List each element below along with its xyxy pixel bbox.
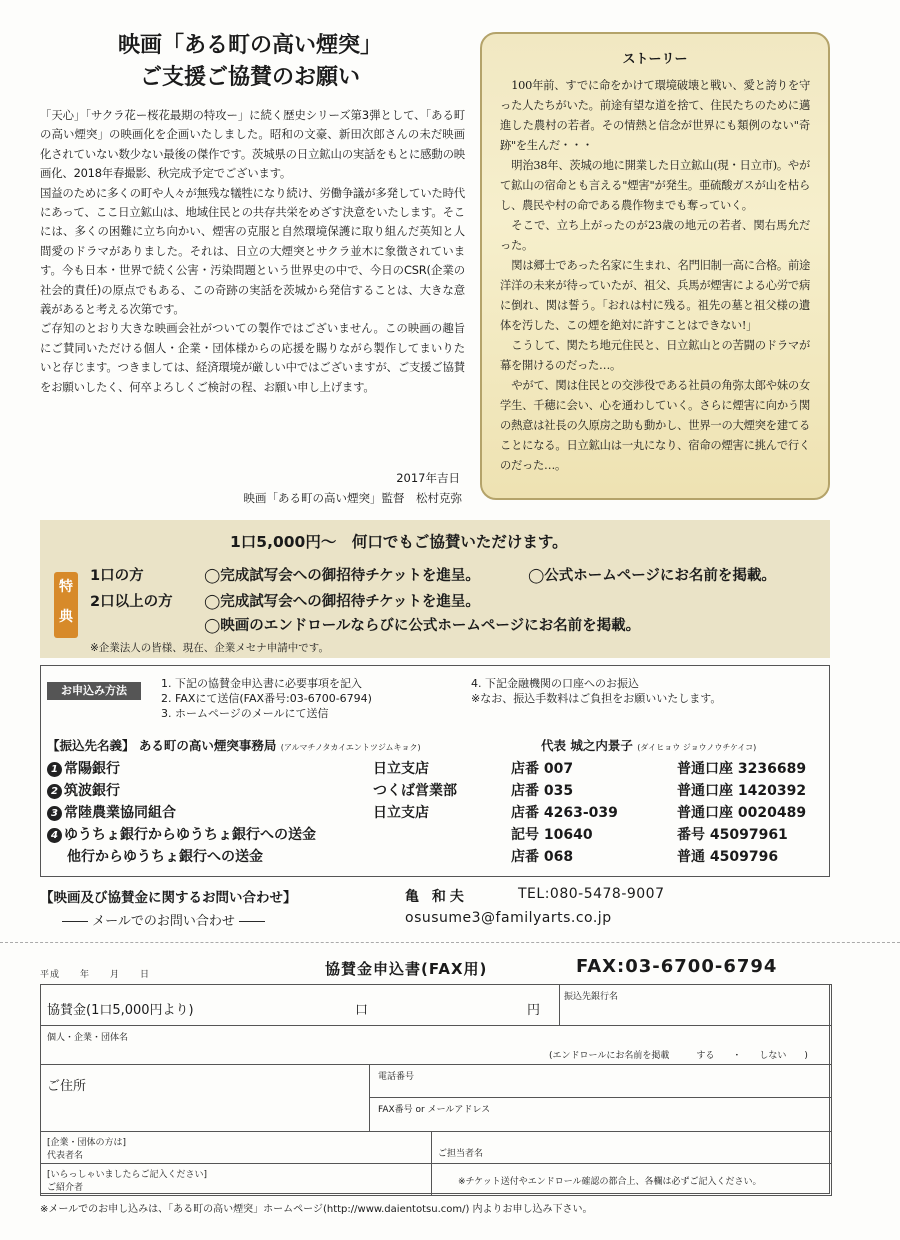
- amount-unit-yen: 円: [527, 1003, 541, 1018]
- bank-number: 2: [47, 784, 62, 799]
- payee-label: 【振込先名義】: [47, 738, 135, 753]
- tier2-benefit-a: ◯完成試写会への御招待チケットを進呈。: [204, 594, 480, 610]
- bank-name: 筑波銀行: [64, 783, 120, 799]
- contact-heading: 【映画及び協賛金に関するお問い合わせ】: [40, 890, 297, 906]
- bank-branch: 日立支店: [373, 805, 429, 821]
- story-paragraph: そこで、立ち上がったのが23歳の地元の若者、関右馬允だった。: [500, 219, 810, 252]
- tier1-benefit-b: ◯公式ホームページにお名前を掲載。: [528, 568, 776, 584]
- contact-mail-heading: ―― メールでのお問い合わせ ――: [62, 914, 266, 929]
- tier2-benefit-b: ◯映画のエンドロールならびに公式ホームページにお名前を掲載。: [204, 618, 641, 634]
- bank-name-label: 振込先銀行名: [564, 992, 619, 1002]
- tier1-label: 1口の方: [90, 568, 144, 584]
- bank-code: 店番 035: [511, 783, 574, 799]
- bank-branch: つくば営業部: [373, 783, 457, 799]
- bank-account: 番号 45097961: [677, 827, 788, 843]
- bank-number: 4: [47, 828, 62, 843]
- title-line-2: ご支援ご協賛のお願い: [139, 65, 360, 90]
- bank-account: 普通口座 1420392: [677, 783, 807, 799]
- bank-code: 店番 4263-039: [511, 805, 618, 821]
- story-paragraph: 明治38年、茨城の地に開業した日立鉱山(現・日立市)。やがて鉱山の宿命とも言える"煙害"が発生。亜硫酸ガスが山を枯らし、農民や村の命である農作物までも奪っていく。: [500, 159, 810, 212]
- benefit-badge-char: 特: [59, 579, 73, 595]
- bank-row: [47, 824, 827, 846]
- amount-unit-kuchi: 口: [355, 1003, 369, 1018]
- bank-name: ゆうちょ銀行からゆうちょ銀行への送金: [64, 827, 316, 843]
- rep-name-label: 代表者名: [47, 1151, 84, 1161]
- rep-label: 代表: [541, 738, 567, 753]
- fax-form: [40, 984, 830, 1194]
- tier2-label: 2口以上の方: [90, 594, 173, 610]
- required-note-cell: [431, 1163, 832, 1196]
- rep-name: 城之内景子: [570, 738, 633, 753]
- bank-row: [47, 758, 827, 780]
- method-step: 4. 下記金融機関の口座へのお振込: [471, 677, 639, 690]
- form-date: 平成 年 月 日: [40, 970, 151, 980]
- bank-account: 普通口座 3236689: [677, 761, 807, 777]
- letter-paragraph: ご存知のとおり大きな映画会社がついての製作ではございません。この映画の趣旨にご賛同いただける個人・企業・団体様からの応援を賜りながら製作してまいりたいと存じます。つきましては、経済環境が厳しい中ではございますが、ご支援ご協賛をお願いしたく、何卒よろしくご検討の程、お願い申し上げます。: [40, 321, 465, 394]
- contact-email[interactable]: osusume3@familyarts.co.jp: [405, 910, 612, 926]
- introducer-label: ご紹介者: [47, 1183, 84, 1193]
- payee: [47, 736, 421, 754]
- amount-field[interactable]: [40, 984, 560, 1026]
- story-box: [480, 32, 830, 500]
- phone-label: 電話番号: [378, 1072, 415, 1082]
- application-panel: [40, 665, 830, 877]
- introducer-field[interactable]: [40, 1163, 432, 1196]
- name-label: 個人・企業・団体名: [47, 1033, 129, 1043]
- bank-row: [47, 780, 827, 802]
- bank-number: 1: [47, 762, 62, 777]
- letter-date: 2017年吉日: [396, 471, 460, 485]
- representative: [541, 736, 756, 754]
- story-paragraph: やがて、関は住民との交渉役である社員の角弥太郎や妹の女学生、千穂に会い、心を通わしていく。さらに煙害に向かう関の熱意は社長の久原房之助も動かし、世界一の大煙突を建てることになる。日立鉱山は一丸になり、宿命の煙害に挑んで行くのだった…。: [500, 379, 810, 472]
- cut-line: [0, 942, 900, 943]
- payee-name: ある町の高い煙突事務局: [138, 738, 277, 753]
- method-step-note: ※なお、振込手数料はご負担をお願いいたします。: [471, 692, 722, 705]
- request-letter: [40, 106, 465, 397]
- phone-field[interactable]: [369, 1064, 832, 1098]
- person-field[interactable]: [431, 1131, 832, 1164]
- contact-phone[interactable]: TEL:080-5478-9007: [518, 886, 665, 902]
- method-label: お申込み方法: [47, 682, 141, 700]
- bank-name: 常陸農業協同組合: [64, 805, 176, 821]
- payee-kana: (アルマチノタカイエントツジムキョク): [280, 743, 421, 752]
- bank-code: 店番 068: [511, 849, 574, 865]
- benefit-badge: [54, 572, 78, 638]
- story-heading: ストーリー: [622, 52, 688, 67]
- bank-name-field[interactable]: [559, 984, 832, 1026]
- bank-name: 他行からゆうちょ銀行への送金: [67, 849, 263, 865]
- bank-code: 店番 007: [511, 761, 574, 777]
- bank-account: 普通 4509796: [677, 849, 779, 865]
- method-step: 2. FAXにて送信(FAX番号:03-6700-6794): [161, 692, 372, 705]
- method-step-4: [471, 676, 721, 706]
- bank-account: 普通口座 0020489: [677, 805, 807, 821]
- benefits-note: ※企業法人の皆様、現在、企業メセナ申請中です。: [90, 642, 329, 654]
- form-fax-number: FAX:03-6700-6794: [576, 956, 778, 977]
- bank-row: [47, 802, 827, 824]
- contact-name: 亀 和夫: [405, 889, 468, 905]
- tier1-benefit-a: ◯完成試写会への御招待チケットを進呈。: [204, 568, 480, 584]
- address-label: ご住所: [47, 1079, 87, 1094]
- required-note: ※チケット送付やエンドロール確認の都合上、各欄は必ずご記入ください。: [458, 1177, 762, 1187]
- fax-mail-field[interactable]: [369, 1097, 832, 1132]
- method-steps: [161, 676, 372, 721]
- bank-number: 3: [47, 806, 62, 821]
- letter-paragraph: 国益のために多くの町や人々が無残な犠牲になり続け、労働争議が多発していた時代にあって、ここ日立鉱山は、地域住民との共存共栄をめざす決意をいたします。そこには、多くの困難に立ち向かい、煙害の克服と自然環境保護に取り組んだ英知と人間愛のドラマがありました。それは、日立の大煙突とサクラ並木に象徴されています。今も日本・世界で続く公害・汚染問題という世界史の中で、今日のCSR(企業の社会的責任)の原点でもある、この奇跡の実話を茨城から発信することは、大きな意義があると考える次第です。: [40, 185, 465, 317]
- story-paragraph: 100年前、すでに命をかけて環境破壊と戦い、愛と誇りを守った人たちがいた。前途有望な道を捨て、住民たちのために邁進した農村の若者。その情熱と信念が世界にも類例のない"奇跡"を生んだ・・・: [500, 79, 810, 152]
- bank-name: 常陽銀行: [64, 761, 120, 777]
- footer-note: ※メールでのお申し込みは、「ある町の高い煙突」ホームページ(http://www.daientotsu.com/) 内よりお申し込み下さい。: [40, 1204, 593, 1215]
- fax-mail-label: FAX番号 or メールアドレス: [378, 1105, 491, 1115]
- story-paragraph: 関は郷士であった名家に生まれ、名門旧制一高に合格。前途洋洋の未来が待っていたが、祖父、兵馬が煙害による心労で病に倒れ、関は誓う。「おれは村に残る。祖先の墓と祖父様の遺体を汚した、この煙を絶対に許すことはできない!」: [500, 259, 810, 332]
- bank-row: [47, 846, 827, 868]
- letter-signature: 映画「ある町の高い煙突」監督 松村克弥: [243, 491, 462, 505]
- story-paragraph: こうして、関たち地元住民と、日立鉱山との苦闘のドラマが幕を開けるのだった…。: [500, 339, 810, 372]
- corp-note: [企業・団体の方は]: [47, 1138, 127, 1148]
- endroll-choice[interactable]: (エンドロールにお名前を掲載 する ・ しない ): [549, 1051, 808, 1061]
- introducer-note: [いらっしゃいましたらご記入ください]: [47, 1170, 208, 1180]
- story-text: [500, 76, 810, 476]
- form-title: 協賛金申込書(FAX用): [325, 960, 488, 978]
- rep-kana: (ダイヒョウ ジョウノウチケイコ): [637, 743, 757, 752]
- address-field[interactable]: [40, 1064, 370, 1132]
- name-field[interactable]: [40, 1025, 832, 1065]
- person-label: ご担当者名: [438, 1149, 484, 1159]
- bank-code: 記号 10640: [511, 827, 593, 843]
- letter-paragraph: 「天心」「サクラ花ー桜花最期の特攻ー」に続く歴史シリーズ第3弾として、「ある町の高い煙突」の映画化を企画いたしました。昭和の文豪、新田次郎さんの未だ映画化されていない数少ない最後の傑作です。茨城県の日立鉱山の実話をもとに感動の映画化、2018年春撮影、秋完成予定でございます。: [40, 108, 465, 181]
- title-line-1: 映画「ある町の高い煙突」: [117, 33, 382, 58]
- page-title: [40, 30, 460, 94]
- bank-branch: 日立支店: [373, 761, 429, 777]
- price-line: 1口5,000円～ 何口でもご協賛いただけます。: [230, 533, 568, 551]
- benefit-badge-char: 典: [59, 609, 73, 625]
- method-step: 3. ホームページのメールにて送信: [161, 707, 329, 720]
- method-step: 1. 下記の協賛金申込書に必要事項を記入: [161, 677, 362, 690]
- rep-field[interactable]: [40, 1131, 432, 1164]
- benefits-panel: [40, 520, 830, 658]
- amount-label: 協賛金(1口5,000円より): [47, 1003, 194, 1018]
